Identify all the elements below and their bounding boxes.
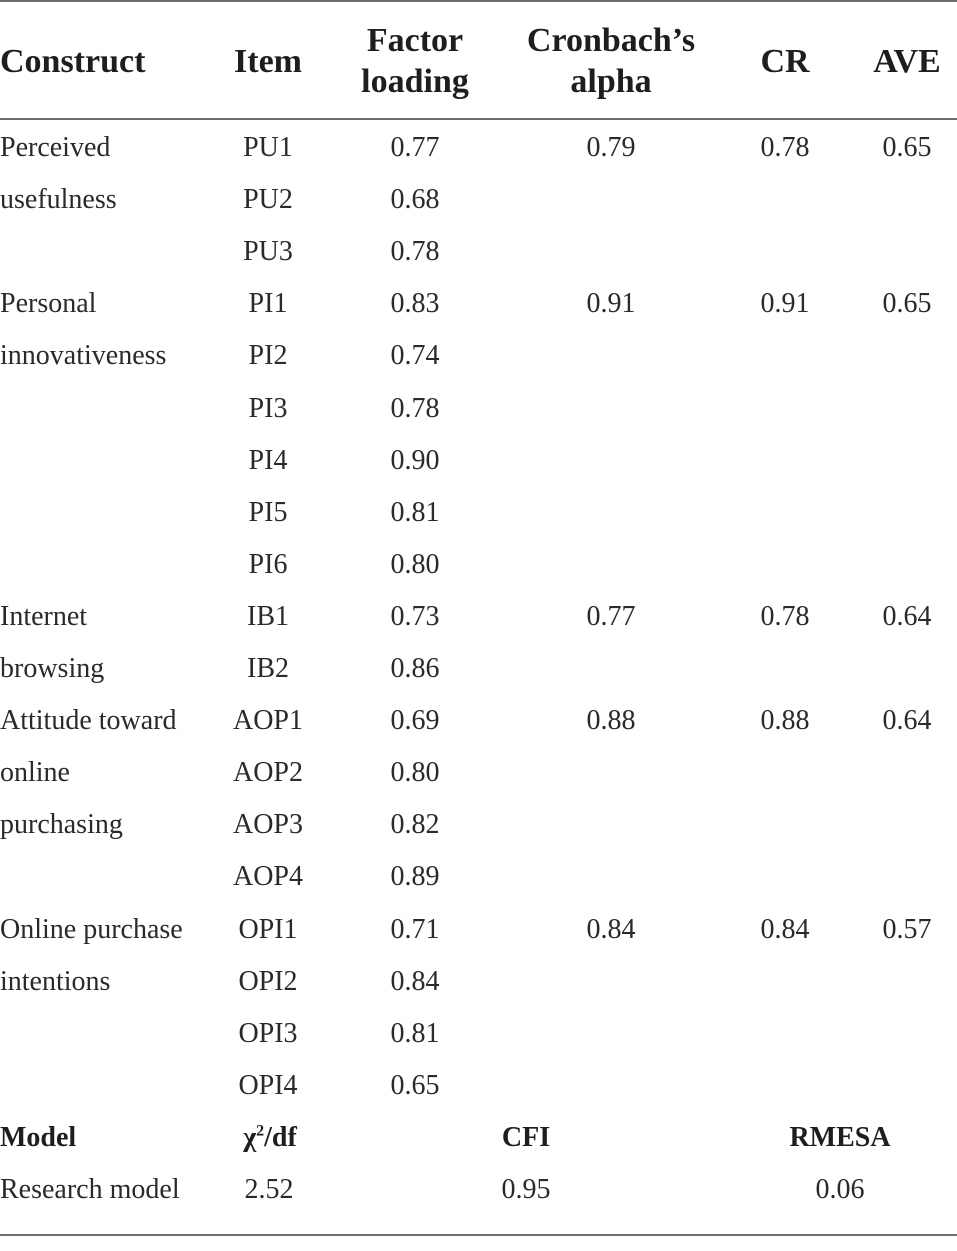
cell-ave: 0.57 xyxy=(882,914,932,945)
cell-item: IB2 xyxy=(247,653,289,684)
cell-cronbach-alpha: 0.79 xyxy=(586,132,636,163)
cell-construct: purchasing xyxy=(0,809,123,840)
chi-superscript: 2 xyxy=(256,1122,265,1140)
cell-factor-loading: 0.78 xyxy=(390,236,440,267)
cell-item: OPI3 xyxy=(238,1018,298,1049)
cell-factor-loading: 0.86 xyxy=(390,653,440,684)
cell-item: PI4 xyxy=(248,445,288,476)
cell-construct: Personal xyxy=(0,288,97,319)
cell-factor-loading: 0.68 xyxy=(390,184,440,215)
fit-header-cfi: CFI xyxy=(501,1122,551,1153)
cell-ave: 0.64 xyxy=(882,601,932,632)
header-factor-loading-line2: loading xyxy=(361,63,469,100)
header-alpha-line1: Cronbach’s xyxy=(526,22,696,59)
cell-ave: 0.65 xyxy=(882,288,932,319)
cell-cronbach-alpha: 0.91 xyxy=(586,288,636,319)
cell-factor-loading: 0.81 xyxy=(390,1018,440,1049)
cell-item: PI1 xyxy=(248,288,288,319)
table-bottom-rule xyxy=(0,1234,957,1236)
cell-factor-loading: 0.78 xyxy=(390,393,440,424)
cell-cr: 0.78 xyxy=(760,601,810,632)
fit-header-model: Model xyxy=(0,1122,77,1153)
cell-item: PU2 xyxy=(243,184,293,215)
cell-item: AOP2 xyxy=(232,757,304,788)
cell-cr: 0.78 xyxy=(760,132,810,163)
cell-factor-loading: 0.84 xyxy=(390,966,440,997)
cell-factor-loading: 0.77 xyxy=(390,132,440,163)
cell-item: PU1 xyxy=(243,132,293,163)
cell-item: OPI2 xyxy=(238,966,298,997)
cell-item: AOP1 xyxy=(232,705,304,736)
cell-item: PI3 xyxy=(248,393,288,424)
cell-item: PI2 xyxy=(248,340,288,371)
header-cr: CR xyxy=(760,43,810,80)
cell-construct: intentions xyxy=(0,966,111,997)
cell-cronbach-alpha: 0.88 xyxy=(586,705,636,736)
cell-construct: Internet xyxy=(0,601,88,632)
fit-chi-square-value: 2.52 xyxy=(244,1174,294,1205)
chi-suffix: /df xyxy=(264,1122,297,1153)
cell-cr: 0.88 xyxy=(760,705,810,736)
cell-construct: Attitude toward xyxy=(0,705,177,736)
cell-factor-loading: 0.69 xyxy=(390,705,440,736)
cell-cronbach-alpha: 0.84 xyxy=(586,914,636,945)
cell-cronbach-alpha: 0.77 xyxy=(586,601,636,632)
chi-symbol: χ xyxy=(243,1122,257,1153)
header-construct: Construct xyxy=(0,43,146,80)
cell-cr: 0.91 xyxy=(760,288,810,319)
cell-ave: 0.64 xyxy=(882,705,932,736)
fit-cfi-value: 0.95 xyxy=(501,1174,551,1205)
cell-factor-loading: 0.80 xyxy=(390,757,440,788)
cell-construct: browsing xyxy=(0,653,105,684)
cell-factor-loading: 0.81 xyxy=(390,497,440,528)
header-item: Item xyxy=(234,43,302,80)
table-top-rule xyxy=(0,0,957,2)
fit-model-name: Research model xyxy=(0,1174,180,1205)
cell-factor-loading: 0.80 xyxy=(390,549,440,580)
cell-cr: 0.84 xyxy=(760,914,810,945)
cell-item: IB1 xyxy=(247,601,289,632)
cell-construct: Perceived xyxy=(0,132,111,163)
cell-factor-loading: 0.90 xyxy=(390,445,440,476)
cell-construct: Online purchase xyxy=(0,914,183,945)
cell-item: OPI1 xyxy=(238,914,298,945)
fit-rmsea-value: 0.06 xyxy=(815,1174,865,1205)
header-rule xyxy=(0,118,957,120)
header-ave: AVE xyxy=(873,43,941,80)
cell-item: PI5 xyxy=(248,497,288,528)
fit-header-rmsea: RMESA xyxy=(789,1122,891,1153)
cell-item: PU3 xyxy=(243,236,293,267)
header-alpha-line2: alpha xyxy=(570,63,652,100)
cell-factor-loading: 0.82 xyxy=(390,809,440,840)
cell-item: AOP3 xyxy=(232,809,304,840)
cell-item: AOP4 xyxy=(232,861,304,892)
cell-item: PI6 xyxy=(248,549,288,580)
cell-construct: online xyxy=(0,757,70,788)
cell-factor-loading: 0.73 xyxy=(390,601,440,632)
header-factor-loading-line1: Factor xyxy=(366,22,464,59)
cell-ave: 0.65 xyxy=(882,132,932,163)
cell-construct: innovativeness xyxy=(0,340,167,371)
cell-construct: usefulness xyxy=(0,184,117,215)
cell-item: OPI4 xyxy=(238,1070,298,1101)
cell-factor-loading: 0.74 xyxy=(390,340,440,371)
fit-header-chi-square-df xyxy=(243,1120,297,1156)
cell-factor-loading: 0.83 xyxy=(390,288,440,319)
cell-factor-loading: 0.71 xyxy=(390,914,440,945)
cell-factor-loading: 0.89 xyxy=(390,861,440,892)
cell-factor-loading: 0.65 xyxy=(390,1070,440,1101)
